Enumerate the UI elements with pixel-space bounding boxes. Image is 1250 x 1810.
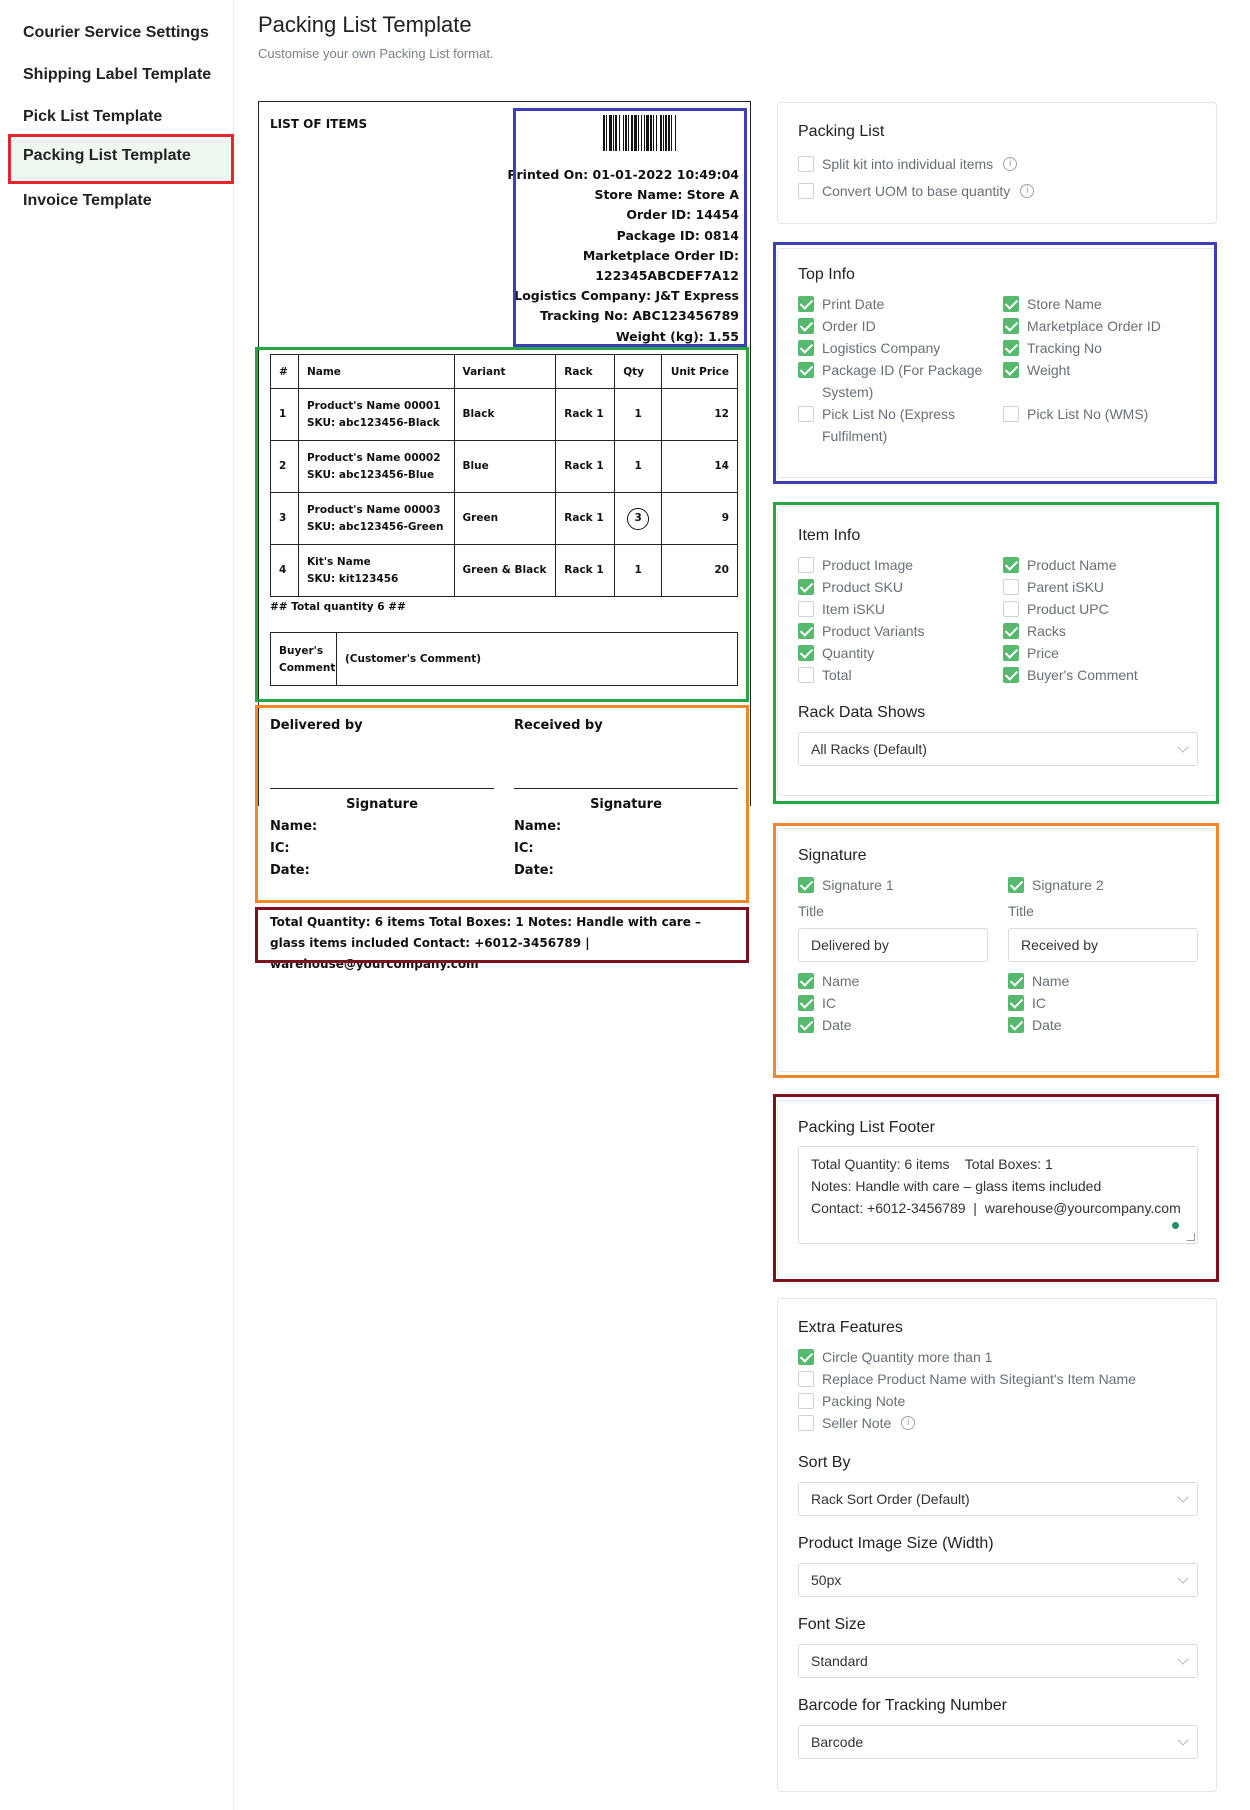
checkbox[interactable]: [1003, 296, 1019, 312]
option-label: Product UPC: [1027, 601, 1109, 617]
info-line: Printed On: 01-01-2022 10:49:04: [507, 167, 739, 182]
card-title: Packing List: [798, 123, 885, 140]
signature-ic-label: IC:: [270, 841, 290, 856]
total-quantity-line: ## Total quantity 6 ##: [270, 601, 406, 613]
footer-textarea[interactable]: [798, 1146, 1198, 1244]
resize-handle[interactable]: [1187, 1233, 1195, 1241]
signature-name-label: Name:: [514, 819, 562, 834]
option-pick-list-no-express-fulfilment[interactable]: [798, 403, 991, 447]
extra-features-card: [777, 1298, 1217, 1792]
option-label: Print Date: [822, 296, 885, 312]
table-row: [271, 545, 738, 597]
cell-name: [298, 545, 454, 597]
signature-1-title-input[interactable]: Delivered by: [798, 928, 988, 962]
checkbox[interactable]: [798, 318, 814, 334]
page-subtitle: Customise your own Packing List format.: [258, 46, 494, 61]
cell-rack: Rack 1: [556, 441, 615, 493]
signature-title: Delivered by: [270, 718, 363, 733]
column-header: Unit Price: [662, 355, 738, 389]
option-label: Signature 2: [1032, 877, 1104, 893]
table-header-row: [271, 355, 738, 389]
checkbox[interactable]: [798, 557, 814, 573]
cell-price: 12: [662, 389, 738, 441]
option-label: Racks: [1027, 623, 1066, 639]
extra-options: [798, 1346, 1196, 1434]
info-line: Tracking No: ABC123456789: [539, 308, 739, 324]
checkbox[interactable]: [798, 1371, 814, 1387]
sidebar-item-invoice-template[interactable]: Invoice Template: [23, 192, 152, 209]
column-header: Variant: [454, 355, 556, 389]
option-label: Product Name: [1027, 557, 1117, 573]
option-label: Seller Note: [822, 1415, 892, 1431]
option-label: Package ID (For Package System): [822, 362, 983, 400]
checkbox[interactable]: [798, 362, 814, 378]
chevron-down-icon: [1177, 1572, 1188, 1583]
checkbox[interactable]: [1003, 667, 1019, 683]
card-title: Extra Features: [798, 1319, 903, 1336]
chevron-down-icon: [1177, 1491, 1188, 1502]
checkbox[interactable]: [798, 877, 814, 893]
rack-data-select[interactable]: [798, 732, 1198, 766]
option-order-id[interactable]: [798, 315, 991, 337]
option-label: Pick List No (WMS): [1027, 406, 1149, 422]
checkbox[interactable]: [1003, 601, 1019, 617]
cell-qty: 1: [615, 441, 662, 493]
checkbox[interactable]: [798, 156, 814, 172]
checkbox[interactable]: [798, 645, 814, 661]
product-name: Product's Name 00003: [306, 503, 441, 516]
cell-name: [298, 441, 454, 493]
option-label: Product Variants: [822, 623, 925, 639]
option-label: Split kit into individual items: [822, 156, 994, 172]
option-label: Product SKU: [822, 579, 903, 595]
info-line: Logistics Company: J&T Express: [514, 288, 739, 304]
barcode-bar: [676, 115, 678, 151]
option-seller-note[interactable]: [798, 1412, 1196, 1434]
option-label: Convert UOM to base quantity: [822, 183, 1011, 199]
item-info-options: [798, 554, 1196, 686]
option-label: Packing Note: [822, 1393, 906, 1409]
signature-line: [270, 788, 494, 789]
option-signature-1[interactable]: [798, 874, 988, 896]
buyer-comment-label: Buyer's Comment: [271, 633, 337, 685]
column-header: #: [271, 355, 299, 389]
checkbox[interactable]: [1003, 557, 1019, 573]
option-store-name[interactable]: [1003, 293, 1196, 315]
checkbox[interactable]: [798, 1415, 814, 1431]
footer-line: Contact: +6012-3456789 | warehouse@yourcompany.com: [811, 1200, 1181, 1216]
product-sku: SKU: abc123456-Black: [306, 416, 440, 429]
info-icon[interactable]: i: [1003, 157, 1017, 171]
option-print-date[interactable]: [798, 293, 991, 315]
chevron-down-icon: [1177, 1653, 1188, 1664]
sidebar-item-pick-list-template[interactable]: Pick List Template: [23, 108, 163, 125]
option-signature-2[interactable]: [1008, 874, 1198, 896]
signature-columns: [798, 874, 1196, 1036]
checkbox[interactable]: [798, 1017, 814, 1033]
cell-rack: Rack 1: [556, 545, 615, 597]
option-replace-product-name-with-sitegiant-s-item-name[interactable]: [798, 1368, 1196, 1390]
signature-1-column: [798, 874, 988, 1036]
option-pick-list-no-wms[interactable]: [1003, 403, 1196, 447]
info-icon[interactable]: i: [1020, 184, 1034, 198]
option-convert-uom[interactable]: [798, 180, 1196, 202]
cell-price: 9: [662, 493, 738, 545]
signature-line: [514, 788, 738, 789]
cell-variant: Green & Black: [454, 545, 556, 597]
chevron-down-icon: [1177, 741, 1188, 752]
signature-2-column: [1008, 874, 1198, 1036]
option-label: Weight: [1027, 362, 1071, 378]
signature-caption: Signature: [346, 797, 418, 812]
option-item-isku[interactable]: [798, 598, 991, 620]
option-packing-note[interactable]: [798, 1390, 1196, 1412]
product-name: Product's Name 00001: [306, 399, 441, 412]
option-label: Circle Quantity more than 1: [822, 1349, 993, 1365]
font-size-title: Font Size: [798, 1616, 866, 1633]
card-title: Signature: [798, 847, 867, 864]
option-buyer-s-comment[interactable]: [1003, 664, 1196, 686]
info-line: Order ID: 14454: [626, 207, 739, 223]
footer-card: [777, 1100, 1217, 1280]
checkbox[interactable]: [798, 1349, 814, 1365]
cell-variant: Green: [454, 493, 556, 545]
option-price[interactable]: [1003, 642, 1196, 664]
checkbox[interactable]: [1003, 406, 1019, 422]
option-ic[interactable]: [798, 992, 988, 1014]
packing-list-footer-text: Total Quantity: 6 items Total Boxes: 1 Notes: Handle with care – glass items included Contact: +6012-3456789 | warehouse@yourcompany.com: [270, 915, 702, 971]
option-label: Date: [822, 1017, 852, 1033]
checkbox[interactable]: [1003, 340, 1019, 356]
checkbox[interactable]: [798, 579, 814, 595]
info-line: Weight (kg): 1.55: [615, 328, 739, 344]
cell-qty: 1: [615, 545, 662, 597]
cell-variant: Blue: [454, 441, 556, 493]
option-total[interactable]: [798, 664, 991, 686]
checkbox[interactable]: [1003, 318, 1019, 334]
select-value: Rack Sort Order (Default): [811, 1491, 970, 1507]
option-label: Quantity: [822, 645, 875, 661]
option-tracking-no[interactable]: [1003, 337, 1196, 359]
option-label: Pick List No (Express Fulfilment): [822, 406, 956, 444]
info-line: Marketplace Order ID:: [582, 247, 739, 263]
checkbox[interactable]: [1003, 362, 1019, 378]
checkbox[interactable]: [1003, 623, 1019, 639]
column-header: Name: [298, 355, 454, 389]
option-product-sku[interactable]: [798, 576, 991, 598]
signature-title: Received by: [514, 718, 603, 733]
cell-price: 14: [662, 441, 738, 493]
option-package-id-for-package-system[interactable]: [798, 359, 991, 403]
checkbox[interactable]: [1008, 973, 1024, 989]
option-label: Marketplace Order ID: [1027, 318, 1161, 334]
option-weight[interactable]: [1003, 359, 1196, 403]
sidebar-item-packing-list-template[interactable]: Packing List Template: [8, 134, 234, 184]
checkbox[interactable]: [798, 183, 814, 199]
sidebar-item-shipping-label-template[interactable]: Shipping Label Template: [23, 66, 212, 83]
option-circle-quantity-more-than-1[interactable]: [798, 1346, 1196, 1368]
select-value: Standard: [811, 1653, 868, 1669]
option-label: Date: [1032, 1017, 1062, 1033]
item-info-card: [777, 506, 1217, 796]
checkbox[interactable]: [1008, 1017, 1024, 1033]
option-name[interactable]: [1008, 970, 1198, 992]
option-label: Replace Product Name with Sitegiant's Item Name: [822, 1371, 1136, 1387]
cell-name: [298, 389, 454, 441]
cell-qty: [615, 493, 662, 545]
option-label: IC: [1032, 995, 1046, 1011]
cell-name: [298, 493, 454, 545]
option-label: Total: [822, 667, 852, 683]
signature-2-fields: [1008, 970, 1198, 1036]
signature-1-fields: [798, 970, 988, 1036]
option-label: Order ID: [822, 318, 876, 334]
barcode-image: [603, 115, 739, 151]
signature-date-label: Date:: [270, 863, 310, 878]
signature-card: [777, 828, 1217, 1072]
option-label: Logistics Company: [822, 340, 941, 356]
barcode-type-select[interactable]: [798, 1725, 1198, 1759]
checkbox[interactable]: [798, 973, 814, 989]
cell-num: 4: [271, 545, 299, 597]
top-info-card: [777, 248, 1217, 478]
signature-caption: Signature: [590, 797, 662, 812]
option-racks[interactable]: [1003, 620, 1196, 642]
footer-line: Total Quantity: 6 items Total Boxes: 1: [811, 1156, 1053, 1172]
items-table: [270, 354, 738, 597]
option-label: Tracking No: [1027, 340, 1102, 356]
list-of-items-title: LIST OF ITEMS: [270, 117, 368, 131]
checkbox[interactable]: [1008, 877, 1024, 893]
signature-block-right: [514, 718, 738, 885]
checkbox[interactable]: [1008, 995, 1024, 1011]
packing-list-card: [777, 102, 1217, 224]
option-quantity[interactable]: [798, 642, 991, 664]
buyer-comment-value: (Customer's Comment): [345, 653, 482, 665]
option-label: Product Image: [822, 557, 914, 573]
info-icon[interactable]: i: [901, 1416, 915, 1430]
sidebar: [0, 0, 234, 1810]
card-title: Packing List Footer: [798, 1119, 935, 1136]
product-sku: SKU: kit123456: [306, 572, 399, 585]
table-row: [271, 389, 738, 441]
checkbox[interactable]: [798, 667, 814, 683]
select-value: All Racks (Default): [811, 741, 927, 757]
top-info-lines: [507, 165, 739, 347]
signature-ic-label: IC:: [514, 841, 534, 856]
sort-by-title: Sort By: [798, 1454, 851, 1471]
footer-line: Notes: Handle with care – glass items included: [811, 1178, 1102, 1194]
option-label: Price: [1027, 645, 1059, 661]
product-name: Product's Name 00002: [306, 451, 441, 464]
card-title: Item Info: [798, 527, 861, 544]
product-sku: SKU: abc123456-Green: [306, 520, 444, 533]
option-logistics-company[interactable]: [798, 337, 991, 359]
option-label: Name: [1032, 973, 1070, 989]
cell-num: 2: [271, 441, 299, 493]
option-label: Name: [822, 973, 860, 989]
font-size-select[interactable]: [798, 1644, 1198, 1678]
checkbox[interactable]: [1003, 579, 1019, 595]
title-label: Title: [798, 903, 824, 919]
cell-price: 20: [662, 545, 738, 597]
signature-date-label: Date:: [514, 863, 554, 878]
product-name: Kit's Name: [306, 555, 371, 568]
page-title: Packing List Template: [258, 12, 472, 37]
product-sku: SKU: abc123456-Blue: [306, 468, 435, 481]
cell-num: 3: [271, 493, 299, 545]
option-product-upc[interactable]: [1003, 598, 1196, 620]
checkbox[interactable]: [1003, 645, 1019, 661]
table-row: [271, 493, 738, 545]
chevron-down-icon: [1177, 1734, 1188, 1745]
packing-list-preview: [258, 101, 751, 971]
rack-data-title: Rack Data Shows: [798, 704, 926, 721]
cell-qty: 1: [615, 389, 662, 441]
status-dot: [1172, 1222, 1179, 1229]
option-label: Signature 1: [822, 877, 894, 893]
cell-num: 1: [271, 389, 299, 441]
cell-variant: Black: [454, 389, 556, 441]
column-header: Rack: [556, 355, 615, 389]
card-title: Top Info: [798, 266, 855, 283]
option-product-image[interactable]: [798, 554, 991, 576]
option-marketplace-order-id[interactable]: [1003, 315, 1196, 337]
checkbox[interactable]: [798, 601, 814, 617]
signature-name-label: Name:: [270, 819, 318, 834]
cell-rack: Rack 1: [556, 389, 615, 441]
select-value: 50px: [811, 1572, 842, 1588]
option-parent-isku[interactable]: [1003, 576, 1196, 598]
sort-by-select[interactable]: [798, 1482, 1198, 1516]
option-label: Buyer's Comment: [1027, 667, 1138, 683]
option-date[interactable]: [798, 1014, 988, 1036]
signature-block-left: [270, 718, 494, 885]
image-size-title: Product Image Size (Width): [798, 1535, 994, 1552]
circled-quantity: 3: [627, 508, 649, 530]
checkbox[interactable]: [798, 1393, 814, 1409]
option-product-name[interactable]: [1003, 554, 1196, 576]
checkbox[interactable]: [798, 995, 814, 1011]
option-product-variants[interactable]: [798, 620, 991, 642]
select-value: Barcode: [811, 1734, 864, 1750]
buyer-comment-box: [270, 632, 738, 686]
option-label: Parent iSKU: [1027, 579, 1105, 595]
signature-2-title-input[interactable]: Received by: [1008, 928, 1198, 962]
title-label: Title: [1008, 903, 1034, 919]
top-info-options: [798, 293, 1196, 447]
info-line: 122345ABCDEF7A12: [595, 268, 739, 284]
table-row: [271, 441, 738, 493]
option-split-kit[interactable]: [798, 153, 1196, 175]
option-ic[interactable]: [1008, 992, 1198, 1014]
checkbox[interactable]: [798, 623, 814, 639]
checkbox[interactable]: [798, 340, 814, 356]
option-label: Store Name: [1027, 296, 1102, 312]
info-line: Store Name: Store A: [594, 187, 739, 203]
image-size-select[interactable]: [798, 1563, 1198, 1597]
barcode-type-title: Barcode for Tracking Number: [798, 1697, 1007, 1714]
column-header: Qty: [615, 355, 662, 389]
checkbox[interactable]: [798, 296, 814, 312]
option-date[interactable]: [1008, 1014, 1198, 1036]
checkbox[interactable]: [798, 406, 814, 422]
info-line: Package ID: 0814: [616, 227, 739, 243]
option-label: IC: [822, 995, 836, 1011]
cell-rack: Rack 1: [556, 493, 615, 545]
sidebar-item-courier-service-settings[interactable]: Courier Service Settings: [23, 24, 209, 41]
option-label: Item iSKU: [822, 601, 886, 617]
option-name[interactable]: [798, 970, 988, 992]
